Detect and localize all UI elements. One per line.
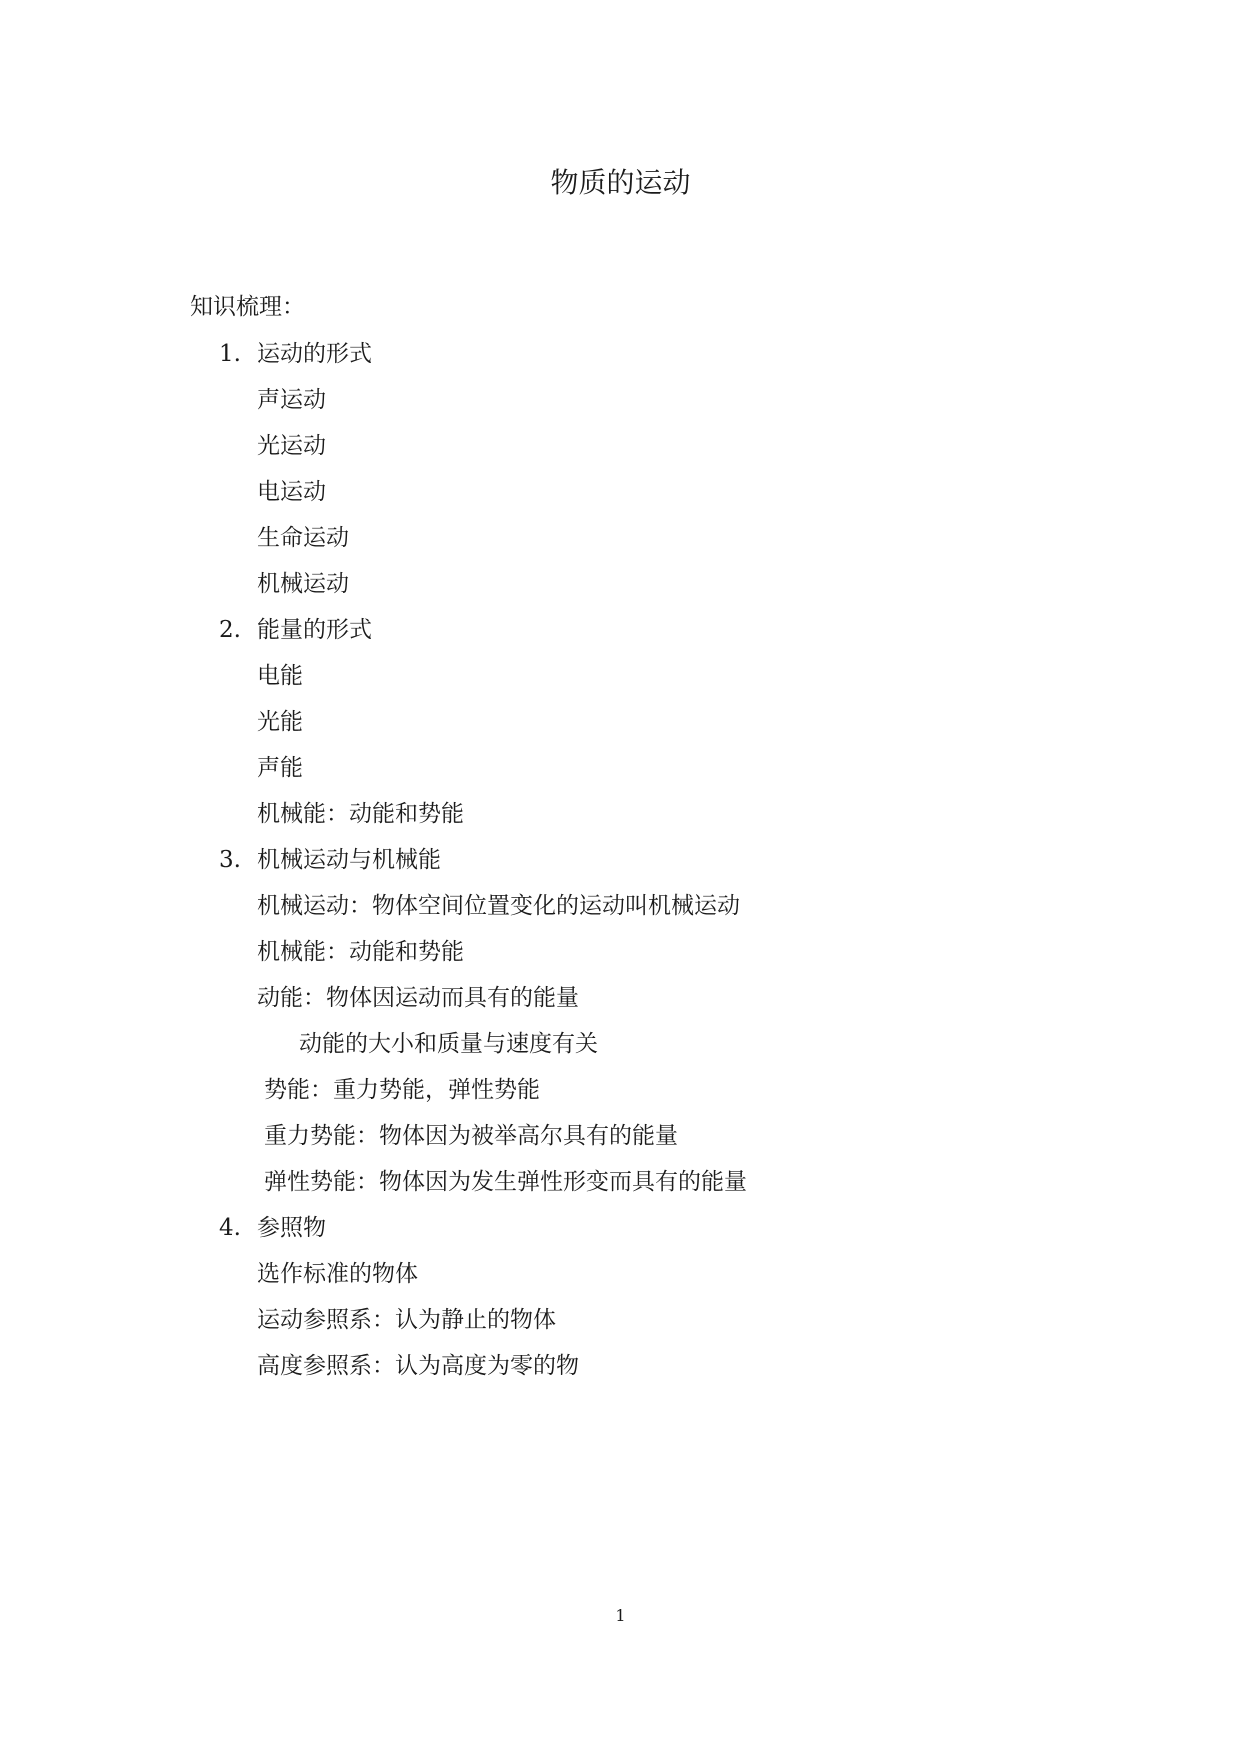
list-item: 生命运动 <box>257 525 349 551</box>
list-item: 重力势能：物体因为被举高尔具有的能量 <box>264 1123 678 1149</box>
list-item: 选作标准的物体 <box>257 1261 418 1287</box>
page-title: 物质的运动 <box>550 166 691 199</box>
section-heading: 1. 运动的形式 <box>219 341 372 367</box>
section-heading: 2. 能量的形式 <box>219 617 372 643</box>
list-item: 电运动 <box>257 479 326 505</box>
list-item: 光运动 <box>257 433 326 459</box>
list-item: 运动参照系：认为静止的物体 <box>257 1307 556 1333</box>
page-number: 1 <box>615 1606 626 1625</box>
section-heading: 3. 机械运动与机械能 <box>219 847 441 873</box>
list-item: 声能 <box>257 755 303 781</box>
list-item: 机械运动：物体空间位置变化的运动叫机械运动 <box>257 893 740 919</box>
section-heading: 4. 参照物 <box>219 1215 326 1241</box>
intro-label: 知识梳理： <box>190 294 305 320</box>
list-item: 弹性势能：物体因为发生弹性形变而具有的能量 <box>264 1169 747 1195</box>
list-item: 光能 <box>257 709 303 735</box>
list-item: 势能：重力势能，弹性势能 <box>264 1077 540 1103</box>
list-item: 机械能：动能和势能 <box>257 801 464 827</box>
list-item: 电能 <box>257 663 303 689</box>
list-item: 声运动 <box>257 387 326 413</box>
list-item: 机械能：动能和势能 <box>257 939 464 965</box>
list-item: 动能的大小和质量与速度有关 <box>299 1031 598 1057</box>
list-item: 动能：物体因运动而具有的能量 <box>257 985 579 1011</box>
list-item: 高度参照系：认为高度为零的物 <box>257 1353 579 1379</box>
list-item: 机械运动 <box>257 571 349 597</box>
